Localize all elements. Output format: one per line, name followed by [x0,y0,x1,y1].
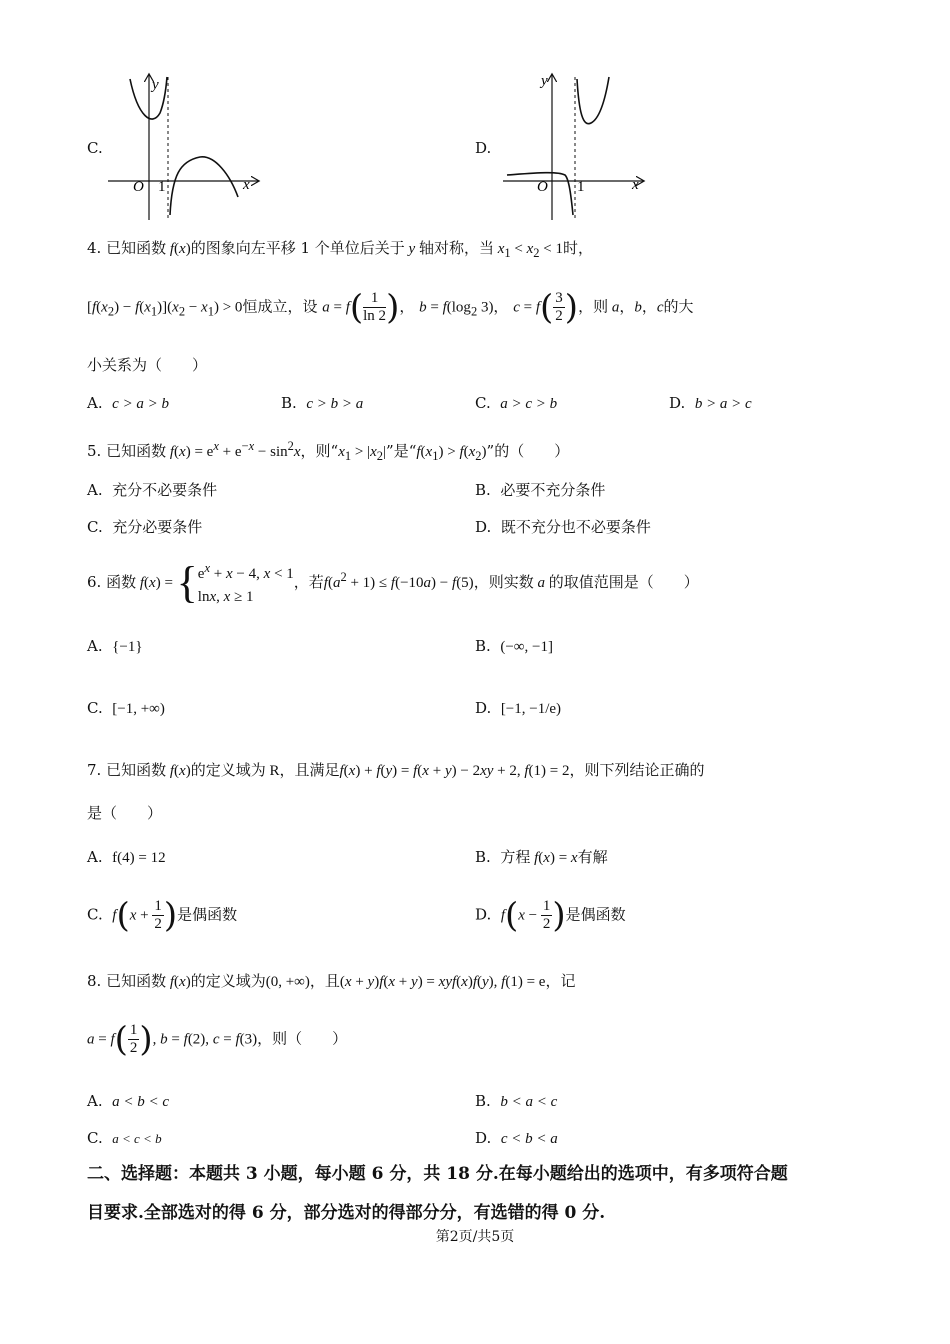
q7-stem: 7. 已知函数 f(x)的定义域为 R，且满足f(x) + f(y) = f(x + y) − 2xy + 2, f(1) = 2，则下列结论正确的 [87,761,705,779]
q5-option-b[interactable]: B. 必要不充分条件 [475,481,606,499]
y-label: y [541,73,548,89]
q4-option-b[interactable]: B. c > b > a [281,394,364,412]
q5-option-c[interactable]: C. 充分必要条件 [87,518,203,536]
q7-option-a[interactable]: A. f(4) = 12 [87,848,166,866]
origin-label: O [133,179,144,195]
tick-label: 1 [577,179,585,195]
q6-stem: 6. 函数 f(x) = { $e^x + x - 4$, x < 1 lnx, x ≥ 1 ，若$f(a^2 + 1) \le f(-10a) - f(5)$，则实数 a 的取值范围是（ ） [87,558,699,607]
q4-line3: 小关系为（ ） [87,356,208,374]
q4-line1: 4. 已知函数 f(x)的图象向左平移 1 个单位后关于 y 轴对称，当 $x_1 < x_2 < 1$时， [87,239,594,260]
q8-option-c[interactable]: C. a < c < b [87,1129,162,1147]
q4-option-c[interactable]: C. a > c > b [475,394,558,412]
q8-option-b[interactable]: B. b < a < c [475,1092,558,1110]
q8-option-a[interactable]: A. a < b < c [87,1092,170,1110]
q5-option-d[interactable]: D. 既不充分也不必要条件 [475,518,651,536]
origin-label: O [537,179,548,195]
curve-right [170,157,238,215]
section2-line1: 二、选择题：本题共 3 小题，每小题 6 分，共 18 分.在每小题给出的选项中，有多项符合题 [87,1164,788,1184]
x-label: x [632,177,639,193]
graph-d [495,65,665,225]
q7-option-d[interactable]: D. f(x − $\frac{1}{2}$ )是偶函数 [475,895,626,936]
q6-option-c[interactable]: C. [−1, +∞) [87,699,165,717]
q8-option-d[interactable]: D. c < b < a [475,1129,558,1147]
q8-stem: 8. 已知函数 f(x)的定义域为(0, +∞)，且(x + y)f(x + y) = xyf(x)f(y), f(1) = e，记 [87,972,576,990]
q8-line2: a = f( $\frac{1}{2}$ ), b = f(2), c = f(3)，则（ ） [87,1019,348,1060]
x-label: x [243,177,250,193]
curve-right [577,77,609,124]
q7-option-b[interactable]: B. 方程 f(x) = x有解 [475,848,608,866]
q5-option-a[interactable]: A. 充分不必要条件 [87,481,218,499]
tick-label: 1 [158,179,166,195]
q6-option-a[interactable]: A. {−1} [87,637,143,655]
q6-option-b[interactable]: B. (−∞, −1] [475,637,553,655]
q4-option-a[interactable]: A. c > a > b [87,394,170,412]
page-footer: 第2页/共5页 [435,1229,515,1245]
q4-line2: $[f(x_2) - f(x_1)](x_2 - x_1) > 0$恒成立，设 a = f( $\frac{1}{\ln 2}$ )， $b = f(\log_2$ 3)， c = f( $\frac{3}{2}$ )，则 a，b，c的大 [87,287,694,328]
option-d-label: D. [475,139,492,157]
q7-option-c[interactable]: C. f(x + $\frac{1}{2}$ )是偶函数 [87,895,238,936]
y-label: y [152,77,159,93]
q4-option-d[interactable]: D. b > a > c [669,394,752,412]
q7-line2: 是（ ） [87,804,163,822]
q5-stem: 5. 已知函数 $f(x) = e^x + e^{-x} - \sin^2x$，则“$x_1 > |x_2|$”是“$f(x_1) > f(x_2)$”的（ ） [87,439,570,463]
option-c-label: C. [87,139,103,157]
section2-line2: 目要求.全部选对的得 6 分，部分选对的得部分分，有选错的得 0 分. [87,1203,606,1223]
q6-option-d[interactable]: D. [−1, −1/e) [475,699,562,717]
graph-c [100,65,270,225]
